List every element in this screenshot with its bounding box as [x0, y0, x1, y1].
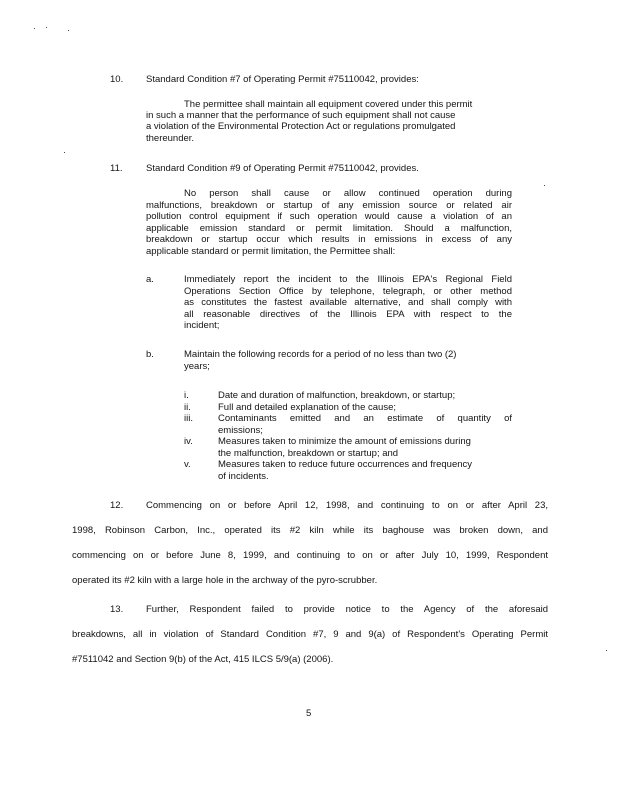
- paragraph-11-intro: Standard Condition #9 of Operating Permit #75110042, provides.: [146, 163, 419, 174]
- scan-speck: [544, 185, 545, 186]
- item-b-line: years;: [184, 361, 210, 372]
- subitem-numeral: iv.: [184, 436, 193, 447]
- scan-speck: [68, 30, 69, 31]
- item-b-line: Maintain the following records for a period of no less than two (2): [184, 349, 457, 360]
- scan-speck: [34, 28, 35, 29]
- subitem-line: Measures taken to minimize the amount of emissions during: [218, 436, 471, 447]
- item-a-line: Immediately report the incident to the Illinois EPA's Regional Field: [184, 274, 512, 285]
- quote-line: No person shall cause or allow continued operation during: [184, 188, 512, 199]
- quote-line: The permittee shall maintain all equipment covered under this permit: [184, 99, 473, 110]
- quote-line: in such a manner that the performance of such equipment shall not cause: [146, 110, 456, 121]
- paragraph-11-number: 11.: [110, 163, 123, 174]
- quote-line: thereunder.: [146, 133, 195, 144]
- quote-line: applicable emission standard or permit limitation. Should a malfunction,: [146, 223, 512, 234]
- body-line: 1998, Robinson Carbon, Inc., operated its #2 kiln while its baghouse was broken down, and: [72, 525, 548, 536]
- body-line: Commencing on or before April 12, 1998, and continuing to on or after April 23,: [146, 500, 548, 511]
- subitem-numeral: iii.: [184, 413, 193, 424]
- body-line: Further, Respondent failed to provide notice to the Agency of the aforesaid: [146, 604, 548, 615]
- body-line: commencing on or before June 8, 1999, and continuing to on or after July 10, 1999, Respondent: [72, 550, 548, 561]
- quote-line: pollution control equipment if such operation would cause a violation of an: [146, 211, 512, 222]
- item-a-line: Operations Section Office by telephone, telegraph, or other method: [184, 286, 512, 297]
- subitem-line: emissions;: [218, 425, 263, 436]
- subitem-numeral: ii.: [184, 402, 191, 413]
- item-a-letter: a.: [146, 274, 154, 285]
- paragraph-10-intro: Standard Condition #7 of Operating Permit #75110042, provides:: [146, 74, 419, 85]
- subitem-line: of incidents.: [218, 471, 269, 482]
- quote-line: a violation of the Environmental Protection Act or regulations promulgated: [146, 121, 456, 132]
- subitem-line: Date and duration of malfunction, breakdown, or startup;: [218, 390, 456, 401]
- paragraph-10-number: 10.: [110, 74, 124, 85]
- subitem-numeral: i.: [184, 390, 189, 401]
- item-a-line: as constitutes the fastest available alternative, and shall comply with: [184, 297, 512, 308]
- page-number: 5: [306, 708, 312, 719]
- quote-line: applicable standard or permit limitation, the Permittee shall:: [146, 246, 396, 257]
- subitem-line: the malfunction, breakdown or startup; and: [218, 448, 399, 459]
- item-a-line: incident;: [184, 320, 220, 331]
- body-line: breakdowns, all in violation of Standard Condition #7, 9 and 9(a) of Respondent's Operating Permit: [72, 629, 548, 640]
- subitem-line: Measures taken to reduce future occurrences and frequency: [218, 459, 473, 470]
- subitem-line: Full and detailed explanation of the cause;: [218, 402, 396, 413]
- subitem-line: Contaminants emitted and an estimate of quantity of: [218, 413, 512, 424]
- paragraph-13-number: 13.: [110, 604, 124, 615]
- scan-speck: [64, 152, 65, 153]
- body-line: #7511042 and Section 9(b) of the Act, 415 ILCS 5/9(a) (2006).: [72, 654, 334, 665]
- paragraph-12-number: 12.: [110, 500, 124, 511]
- quote-line: malfunctions, breakdown or startup of any emission source or related air: [146, 200, 512, 211]
- quote-line: breakdown or startup occur which results in emissions in excess of any: [146, 234, 512, 245]
- subitem-numeral: v.: [184, 459, 191, 470]
- scan-speck: [46, 27, 47, 28]
- item-a-line: all reasonable directives of the Illinois EPA with respect to the: [184, 309, 512, 320]
- item-b-letter: b.: [146, 349, 154, 360]
- scan-speck: [606, 650, 607, 651]
- body-line: operated its #2 kiln with a large hole in the archway of the pyro-scrubber.: [72, 575, 378, 586]
